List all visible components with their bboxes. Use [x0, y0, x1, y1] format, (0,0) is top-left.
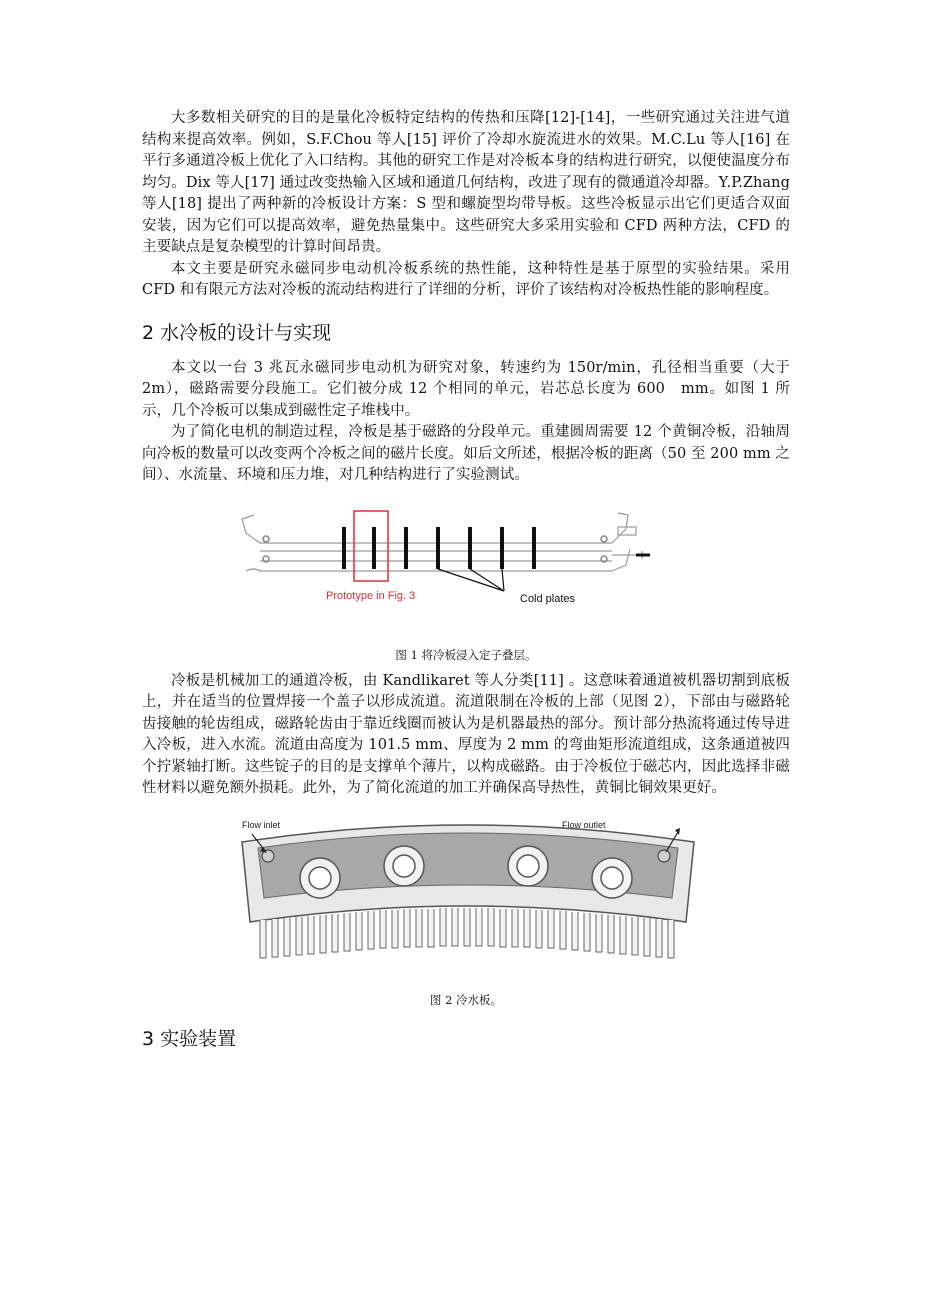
figure-2-outlet-label: Flow outlet [562, 819, 606, 830]
section-2-paragraph-1: 本文以一台 3 兆瓦永磁同步电动机为研究对象，转速约为 150r/min，孔径相当重要（大于 2m），磁路需要分段施工。它们被分成 12 个相同的单元，岩芯总长度为 600 mm。如图 1 所示，几个冷板可以集成到磁性定子堆栈中。 [142, 359, 790, 419]
figure-1-stator-diagram [142, 509, 790, 621]
section-2-heading: 2 水冷板的设计与实现 [142, 321, 332, 344]
section-2-paragraph-3: 冷板是机械加工的通道冷板，由 Kandlikaret 等人分类[11] 。这意味着通道被机器切割到底板上，并在适当的位置焊接一个盖子以形成流道。流道限制在冷板的上部（见图 2），下部由与磁路轮齿接触的轮齿组成，磁路轮齿由于靠近线圈而被认为是机器最热的部分。预计部分热流将通过传导进入冷板，进入水流。流道由高度为 101.5 mm、厚度为 2 mm 的弯曲矩形流道组成，这条通道被四个拧紧轴打断。这些锭子的目的是支撑单个薄片，以构成磁路。由于冷板位于磁芯内，因此选择非磁性材料以避免额外损耗。此外，为了简化流道的加工并确保高导热性，黄铜比铜效果更好。 [142, 672, 790, 796]
figure-1-prototype-label: Prototype in Fig. 3 [326, 589, 416, 602]
figure-1-caption: 图 1 将冷板浸入定子叠层。 [395, 647, 537, 662]
figure-2-cold-plate-diagram [142, 814, 790, 970]
figure-2 [142, 814, 790, 1008]
figure-2-inlet-label: Flow inlet [242, 819, 281, 830]
page-content [142, 108, 790, 1064]
figure-1-cold-plates-label: Cold plates [520, 592, 576, 605]
section-3-heading: 3 实验装置 [142, 1027, 237, 1050]
section-2-paragraph-2: 为了简化电机的制造过程，冷板是基于磁路的分段单元。重建圆周需要 12 个黄铜冷板，沿轴周向冷板的数量可以改变两个冷板之间的磁片长度。如后文所述，根据冷板的距离（50 至 200 mm 之间）、水流量、环境和压力堆，对几种结构进行了实验测试。 [142, 424, 790, 483]
figure-2-caption: 图 2 冷水板。 [429, 992, 503, 1007]
figure-1 [142, 509, 790, 663]
intro-paragraph-2: 本文主要是研究永磁同步电动机冷板系统的热性能，这种特性是基于原型的实验结果。采用 CFD 和有限元方法对冷板的流动结构进行了详细的分析，评价了该结构对冷板热性能的影响程度。 [142, 260, 790, 298]
intro-paragraph-1: 大多数相关研究的目的是量化冷板特定结构的传热和压降[12]-[14]，一些研究通过关注进气道结构来提高效率。例如，S.F.Chou 等人[15] 评价了冷却水旋流进水的效果。M.C.Lu 等人[16] 在平行多通道冷板上优化了入口结构。其他的研究工作是对冷板本身的结构进行研究，以便使温度分布均匀。Dix 等人[17] 通过改变热输入区域和通道几何结构，改进了现有的微通道冷却器。Y.P.Zhang 等人[18] 提出了两种新的冷板设计方案：S 型和螺旋型均带导板。这些冷板显示出它们更适合双面安装，因为它们可以提高效率，避免热量集中。这些研究大多采用实验和 CFD 两种方法，CFD 的主要缺点是复杂模型的计算时间昂贵。 [142, 110, 790, 255]
